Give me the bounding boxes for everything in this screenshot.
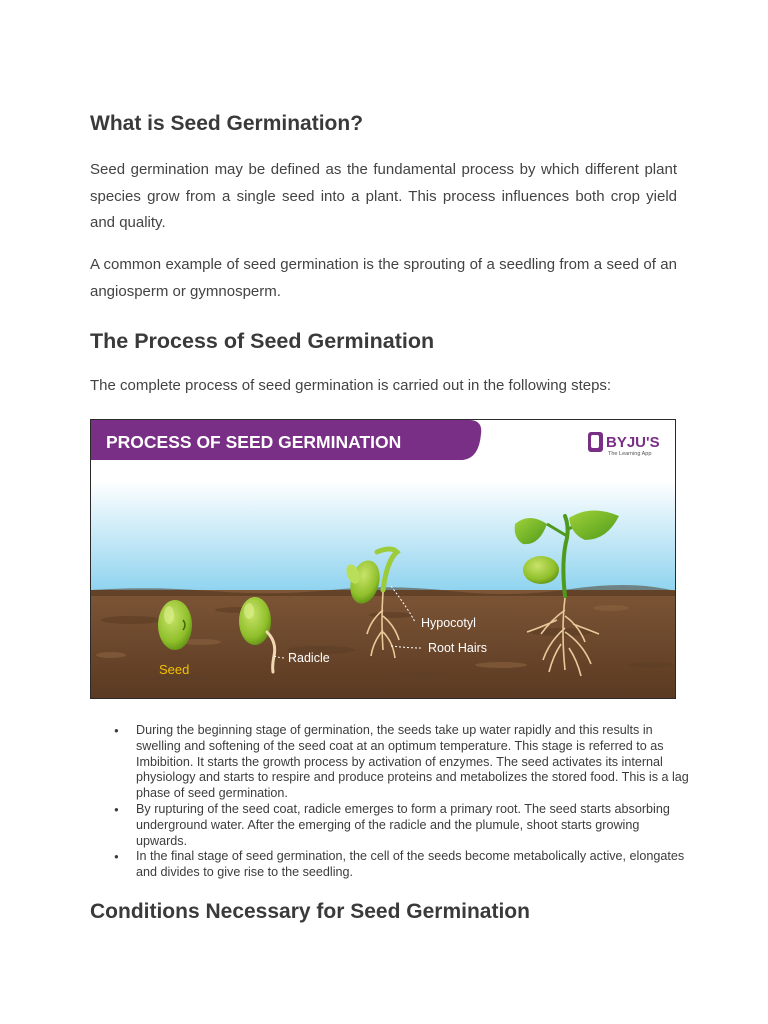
germination-illustration [90,419,676,699]
paragraph-example: A common example of seed germination is the sprouting of a seedling from a seed of an angiosperm or gymnosperm. [90,256,677,300]
label-hypocotyl: Hypocotyl [421,616,476,630]
list-item: ● In the final stage of seed germination, the cell of the seeds become metabolically active, elongates and divides to give rise to the seedling. [90,849,690,881]
byjus-tagline: The Learning App [608,451,652,457]
section-heading-process: The Process of Seed Germination [90,329,435,353]
paragraph-definition: Seed germination may be defined as the fundamental process by which different plant species grow from a single seed into a plant. This process influences both crop yield and quality. [90,161,677,231]
label-seed: Seed [159,662,190,677]
list-item: ● During the beginning stage of germination, the seeds take up water rapidly and this results in swelling and softening of the seed coat at an optimum temperature. This stage is referred to as Imbibition. It starts the growth process by activation of enzymes. The seed activates its internal physiology and starts to respire and produce proteins and metabolizes the stored food. This is a lag phase of seed germination. [90,723,690,802]
banner-title: PROCESS OF SEED GERMINATION [106,432,402,452]
section-heading-what-is-seed-germination: What is Seed Germination? [90,112,364,135]
paragraph-process-intro: The complete process of seed germination is carried out in the following steps: [90,377,612,394]
germination-steps-list [90,723,690,881]
byjus-brand: BYJU'S [606,434,660,451]
label-radicle: Radicle [288,651,330,665]
section-heading-conditions: Conditions Necessary for Seed Germination [90,900,530,923]
stage1-seed [158,600,192,650]
list-item: ● By rupturing of the seed coat, radicle emerges to form a primary root. The seed starts absorbing underground water. After the emerging of the radicle and the plumule, shoot starts growing upwards. [90,802,690,849]
label-root-hairs: Root Hairs [428,641,488,655]
